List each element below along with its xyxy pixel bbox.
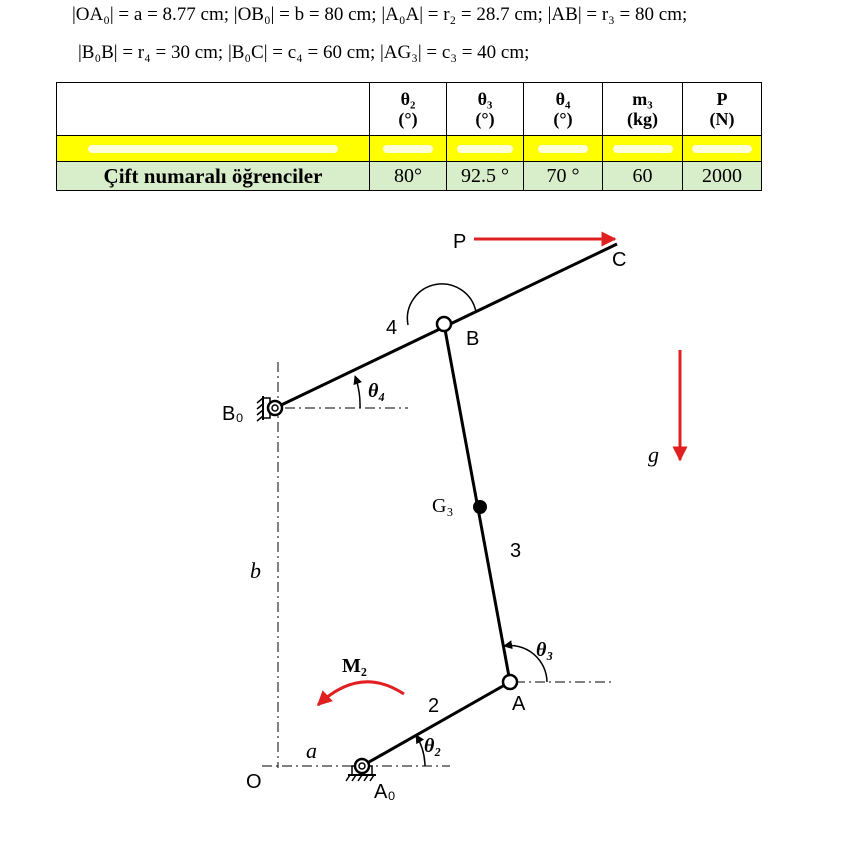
theta4-arc	[355, 376, 360, 408]
cell-force-p: 2000	[683, 162, 762, 191]
header-force-p: P (N)	[683, 83, 762, 136]
given-dimensions-line-2: |B₀B| = r₄ = 30 cm; |B₀C| = c₄ = 60 cm; |AG₃| = c₃ = 40 cm;	[78, 42, 530, 63]
cell-theta4: 70 °	[524, 162, 603, 191]
label-b0: B₀	[222, 403, 244, 425]
header-theta2: θ₂ (°)	[370, 83, 447, 136]
cell-theta3: 92.5 °	[447, 162, 524, 191]
header-mass3: m₃ (kg)	[603, 83, 683, 136]
label-link-4: 4	[386, 317, 398, 339]
joint-b0-inner	[272, 405, 278, 411]
cell-theta2: 80°	[370, 162, 447, 191]
header-theta4: θ₄ (°)	[524, 83, 603, 136]
label-c: C	[612, 249, 627, 271]
label-a: A	[512, 693, 526, 715]
label-link-3: 3	[510, 540, 522, 562]
given-dimensions-line-1: |OA₀| = a = 8.77 cm; |OB₀| = b = 80 cm; |A₀A| = r₂ = 28.7 cm; |AB| = r₃ = 80 cm;	[72, 4, 688, 25]
label-p: P	[453, 231, 467, 253]
label-b-dim: b	[250, 558, 261, 583]
row-label: Çift numaralı öğrenciler	[57, 162, 370, 191]
cell-mass3: 60	[603, 162, 683, 191]
label-o: O	[246, 771, 262, 793]
label-link-2: 2	[428, 695, 440, 717]
label-b: B	[466, 328, 480, 350]
label-theta3: θ₃	[536, 639, 554, 661]
label-m2: M₂	[342, 655, 367, 677]
label-a-dim: a	[306, 738, 317, 763]
label-g3: G₃	[432, 495, 454, 517]
label-theta4: θ₄	[368, 380, 386, 402]
joint-a0-inner	[359, 763, 365, 769]
label-theta2: θ₂	[424, 735, 442, 757]
header-theta3: θ₃ (°)	[447, 83, 524, 136]
joint-a	[503, 675, 517, 689]
center-of-mass-g3	[473, 500, 487, 514]
label-a0: A₀	[374, 781, 396, 803]
label-g: g	[648, 442, 659, 467]
joint-b	[437, 317, 451, 331]
moment-m2-arrow	[318, 682, 404, 705]
